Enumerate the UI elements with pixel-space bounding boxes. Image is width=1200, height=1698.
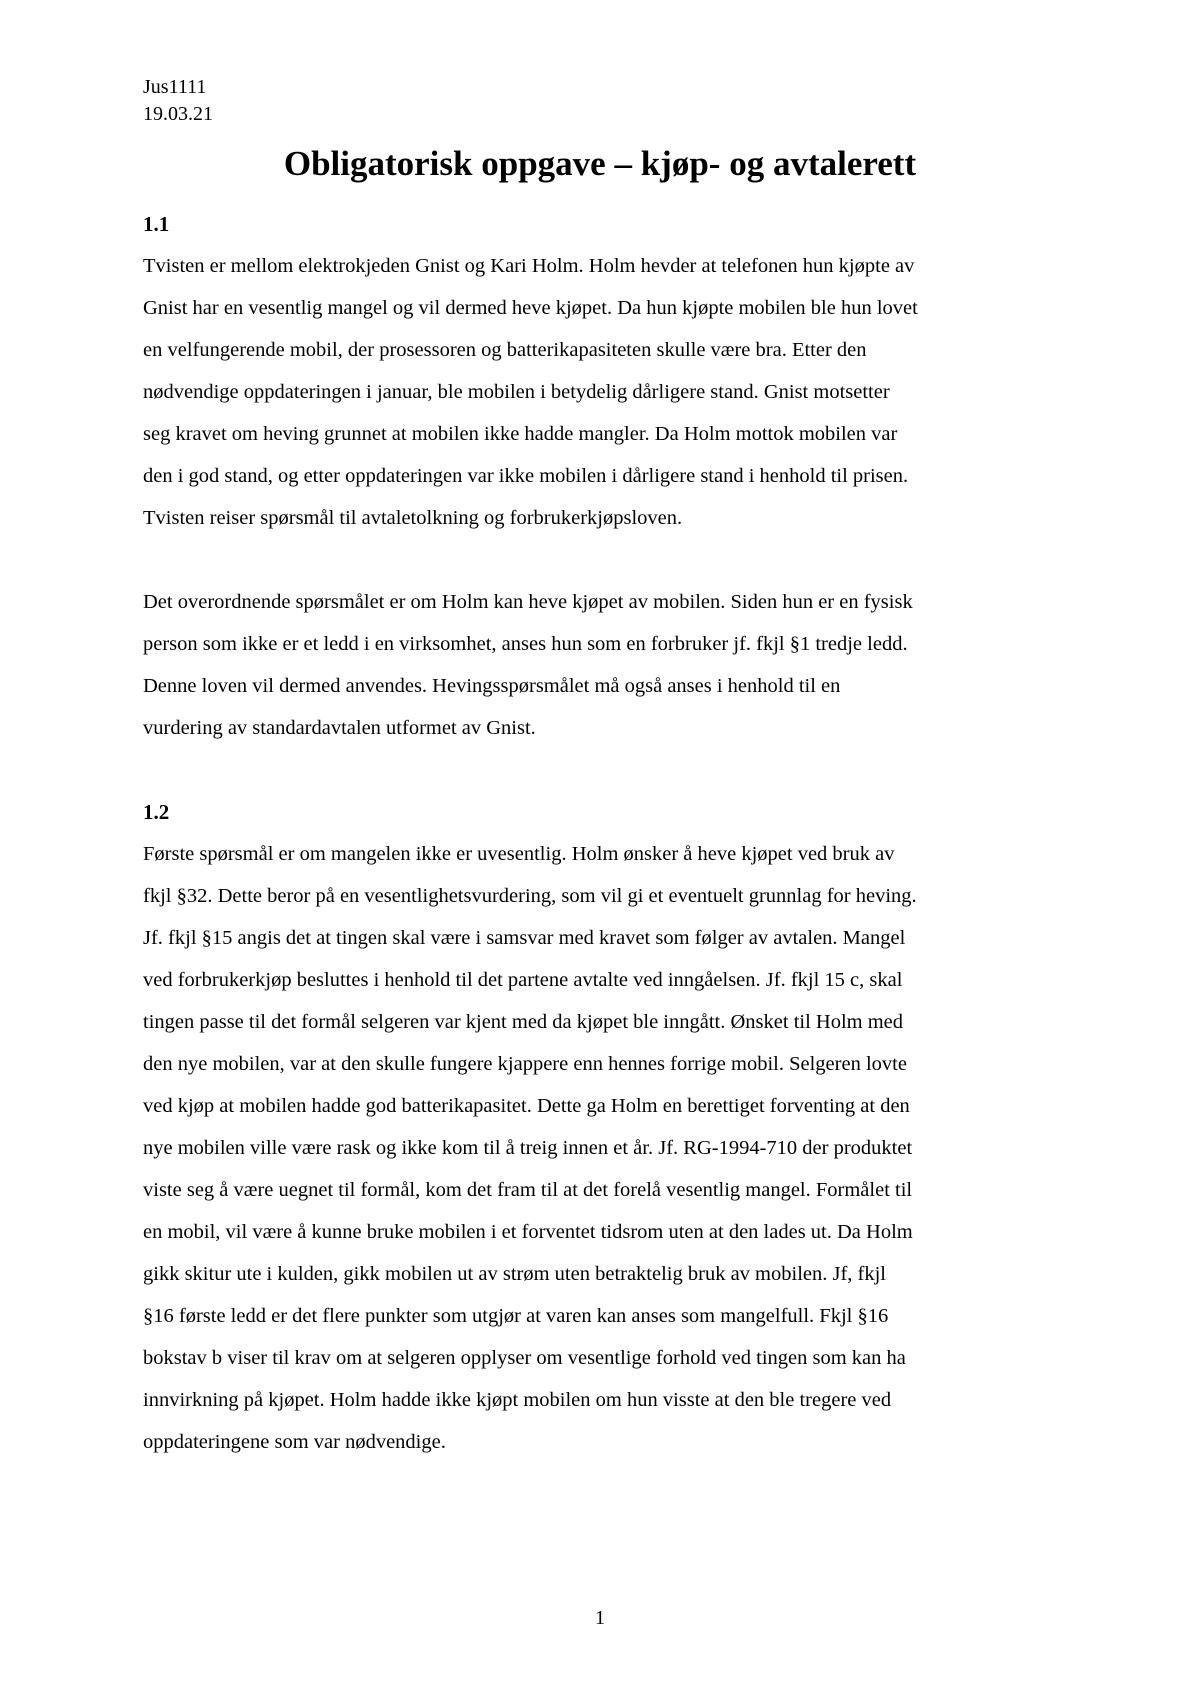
paragraph-line: seg kravet om heving grunnet at mobilen ikke hadde mangler. Da Holm mottok mobilen var: [143, 423, 898, 445]
paragraph-line: bokstav b viser til krav om at selgeren opplyser om vesentlige forhold ved tingen som kan ha: [143, 1347, 906, 1369]
paragraph-line: en mobil, vil være å kunne bruke mobilen i et forventet tidsrom uten at den lades ut. Da Holm: [143, 1221, 913, 1243]
paragraph-line: en velfungerende mobil, der prosessoren og batterikapasiteten skulle være bra. Etter den: [143, 339, 867, 361]
document-header: [143, 74, 213, 128]
paragraph-spacer: [143, 539, 1073, 581]
paragraph-line: nødvendige oppdateringen i januar, ble mobilen i betydelig dårligere stand. Gnist motsetter: [143, 381, 890, 403]
section-heading-1-1: 1.1: [143, 212, 170, 236]
paragraph-line: gikk skitur ute i kulden, gikk mobilen ut av strøm uten betraktelig bruk av mobilen. Jf, fkjl: [143, 1263, 887, 1285]
paragraph-line: Jf. fkjl §15 angis det at tingen skal være i samsvar med kravet som følger av avtalen. Mangel: [143, 927, 906, 949]
course-code: Jus1111: [143, 76, 207, 98]
page-number: 1: [595, 1607, 605, 1629]
paragraph-line: §16 første ledd er det flere punkter som utgjør at varen kan anses som mangelfull. Fkjl §16: [143, 1305, 889, 1327]
paragraph-line: Det overordnende spørsmålet er om Holm kan heve kjøpet av mobilen. Siden hun er en fysisk: [143, 591, 913, 613]
paragraph-line: viste seg å være uegnet til formål, kom det fram til at det forelå vesentlig mangel. Formålet til: [143, 1179, 913, 1201]
paragraph-line: Tvisten er mellom elektrokjeden Gnist og Kari Holm. Holm hevder at telefonen hun kjøpte av: [143, 255, 915, 277]
document-date: 19.03.21: [143, 103, 213, 125]
section-heading-1-2: 1.2: [143, 800, 170, 824]
paragraph-line: vurdering av standardavtalen utformet av Gnist.: [143, 717, 536, 739]
paragraph: [143, 581, 1073, 749]
paragraph-line: ved kjøp at mobilen hadde god batterikapasitet. Dette ga Holm en berettiget forventing at den: [143, 1095, 910, 1117]
paragraph-line: den i god stand, og etter oppdateringen var ikke mobilen i dårligere stand i henhold til prisen.: [143, 465, 909, 487]
paragraph-line: Tvisten reiser spørsmål til avtaletolkning og forbrukerkjøpsloven.: [143, 507, 683, 529]
paragraph-line: Gnist har en vesentlig mangel og vil dermed heve kjøpet. Da hun kjøpte mobilen ble hun lovet: [143, 297, 918, 319]
paragraph-line: nye mobilen ville være rask og ikke kom til å treig innen et år. Jf. RG-1994-710 der produktet: [143, 1137, 913, 1159]
paragraph-line: innvirkning på kjøpet. Holm hadde ikke kjøpt mobilen om hun visste at den ble tregere ved: [143, 1389, 892, 1411]
paragraph-line: den nye mobilen, var at den skulle fungere kjappere enn hennes forrige mobil. Selgeren lovte: [143, 1053, 907, 1075]
document-body: [143, 203, 1073, 1463]
paragraph-line: person som ikke er et ledd i en virksomhet, anses hun som en forbruker jf. fkjl §1 tredje ledd.: [143, 633, 908, 655]
paragraph: [143, 245, 1073, 539]
paragraph-line: tingen passe til det formål selgeren var kjent med da kjøpet ble inngått. Ønsket til Holm med: [143, 1011, 904, 1033]
paragraph-line: Denne loven vil dermed anvendes. Hevingsspørsmålet må også anses i henhold til en: [143, 675, 841, 697]
document-title: Obligatorisk oppgave – kjøp- og avtalerett: [283, 144, 917, 183]
paragraph: [143, 833, 1073, 1463]
paragraph-line: fkjl §32. Dette beror på en vesentlighetsvurdering, som vil gi et eventuelt grunnlag for heving.: [143, 885, 917, 907]
paragraph-line: Første spørsmål er om mangelen ikke er uvesentlig. Holm ønsker å heve kjøpet ved bruk av: [143, 843, 895, 865]
paragraph-line: ved forbrukerkjøp besluttes i henhold til det partene avtalte ved inngåelsen. Jf. fkjl 15 c, skal: [143, 969, 903, 991]
section-spacer: [143, 749, 1073, 791]
paragraph-line: oppdateringene som var nødvendige.: [143, 1431, 446, 1453]
